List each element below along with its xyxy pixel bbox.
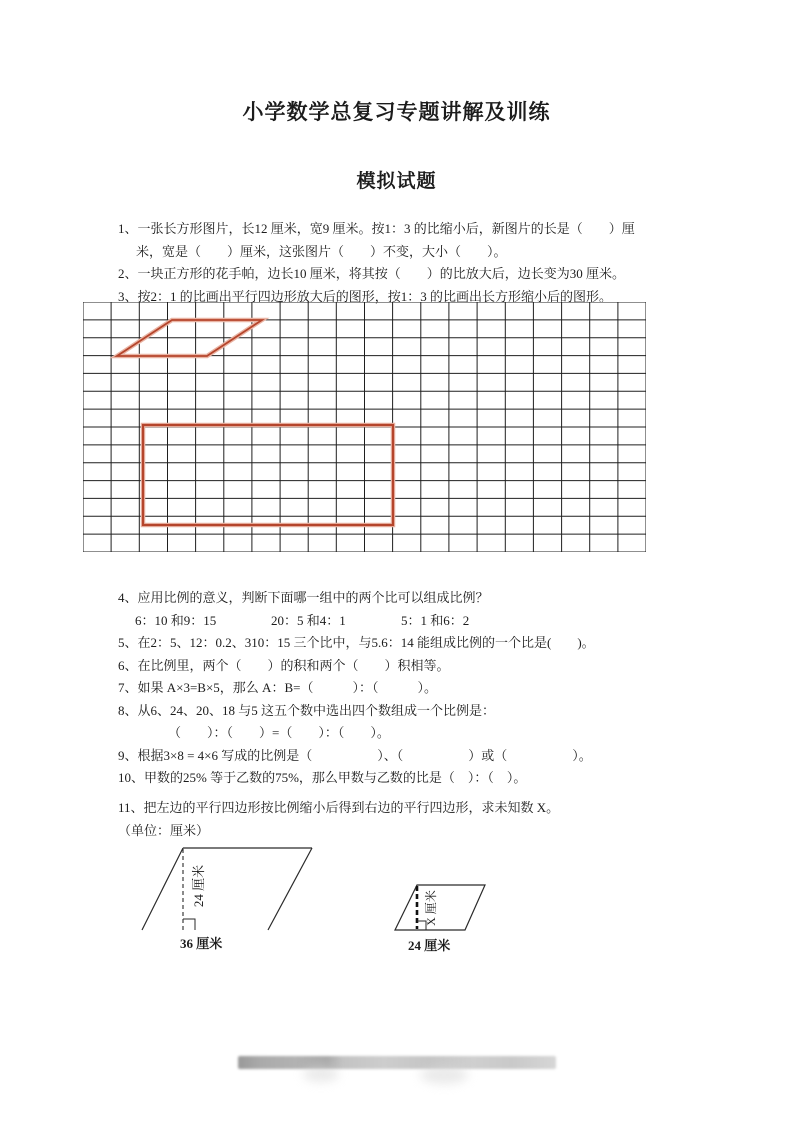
question-2: 2、一块正方形的花手帕，边长10 厘米，将其按（ ）的比放大后，边长变为30 厘米。 [118,266,626,281]
question-11: 11、把左边的平行四边形按比例缩小后得到右边的平行四边形，求未知数 X。 [118,800,560,815]
question-block-1-3 [118,218,718,308]
question-1-line-2: 米，宽是（ ）厘米，这张图片（ ）不变，大小（ ）。 [136,243,507,259]
left-parallelogram [142,848,312,951]
watermark-smudge [420,1066,468,1084]
question-6: 6、在比例里，两个（ ）的积和两个（ ）积相等。 [118,657,450,673]
ratio-pair-2: 20：5 和4：1 [271,612,346,628]
question-block-4-10 [118,587,718,790]
ratio-pair-3: 5：1 和6：2 [401,612,470,628]
parallelogram-figure [130,840,520,960]
question-block-11 [118,797,718,842]
question-8-line-2: （ ）：（ ）=（ ）：（ ）。 [168,725,390,740]
right-height-label: X 厘米 [424,890,438,926]
question-8-line-1: 8、从6、24、20、18 与5 这五个数中选出四个数组成一个比例是： [118,702,496,718]
question-4: 4、应用比例的意义，判断下面哪一组中的两个比可以组成比例？ [118,590,489,605]
blurred-watermark [238,1056,556,1069]
question-11-unit-note: （单位：厘米） [118,822,210,838]
grid-figure [83,302,646,552]
question-3: 3、按2：1 的比画出平行四边形放大后的图形，按1：3 的比画出长方形缩小后的图形。 [118,288,613,304]
watermark-smudge [303,1066,339,1082]
right-parallelogram [395,885,485,953]
right-base-label: 24 厘米 [408,938,451,953]
left-right-angle-mark [183,919,195,930]
page-title: 小学数学总复习专题讲解及训练 [242,101,551,124]
left-base-label: 36 厘米 [180,936,223,951]
left-height-label: 24 厘米 [191,864,206,908]
question-10: 10、甲数的25% 等于乙数的75%，那么甲数与乙数的比是（ ）：（ ）。 [118,770,527,785]
question-9: 9、根据3×8 = 4×6 写成的比例是（ ）、（ ）或（ ）。 [118,747,592,763]
red-rectangle-halo [143,425,393,525]
question-7: 7、如果 A×3=B×5，那么 A：B=（ ）：（ ）。 [118,680,437,695]
page-subtitle: 模拟试题 [356,171,437,192]
question-5: 5、在2：5、12：0.2、310：15 三个比中，与5.6：14 能组成比例的一个比是( )。 [118,635,595,650]
ratio-pair-1: 6：10 和9：15 [135,612,217,628]
question-4-options [118,610,718,633]
red-rectangle [143,425,393,525]
question-1-line-1: 1、一张长方形图片，长12 厘米，宽9 厘米。按1：3 的比缩小后，新图片的长是（ ）厘 [118,221,635,236]
